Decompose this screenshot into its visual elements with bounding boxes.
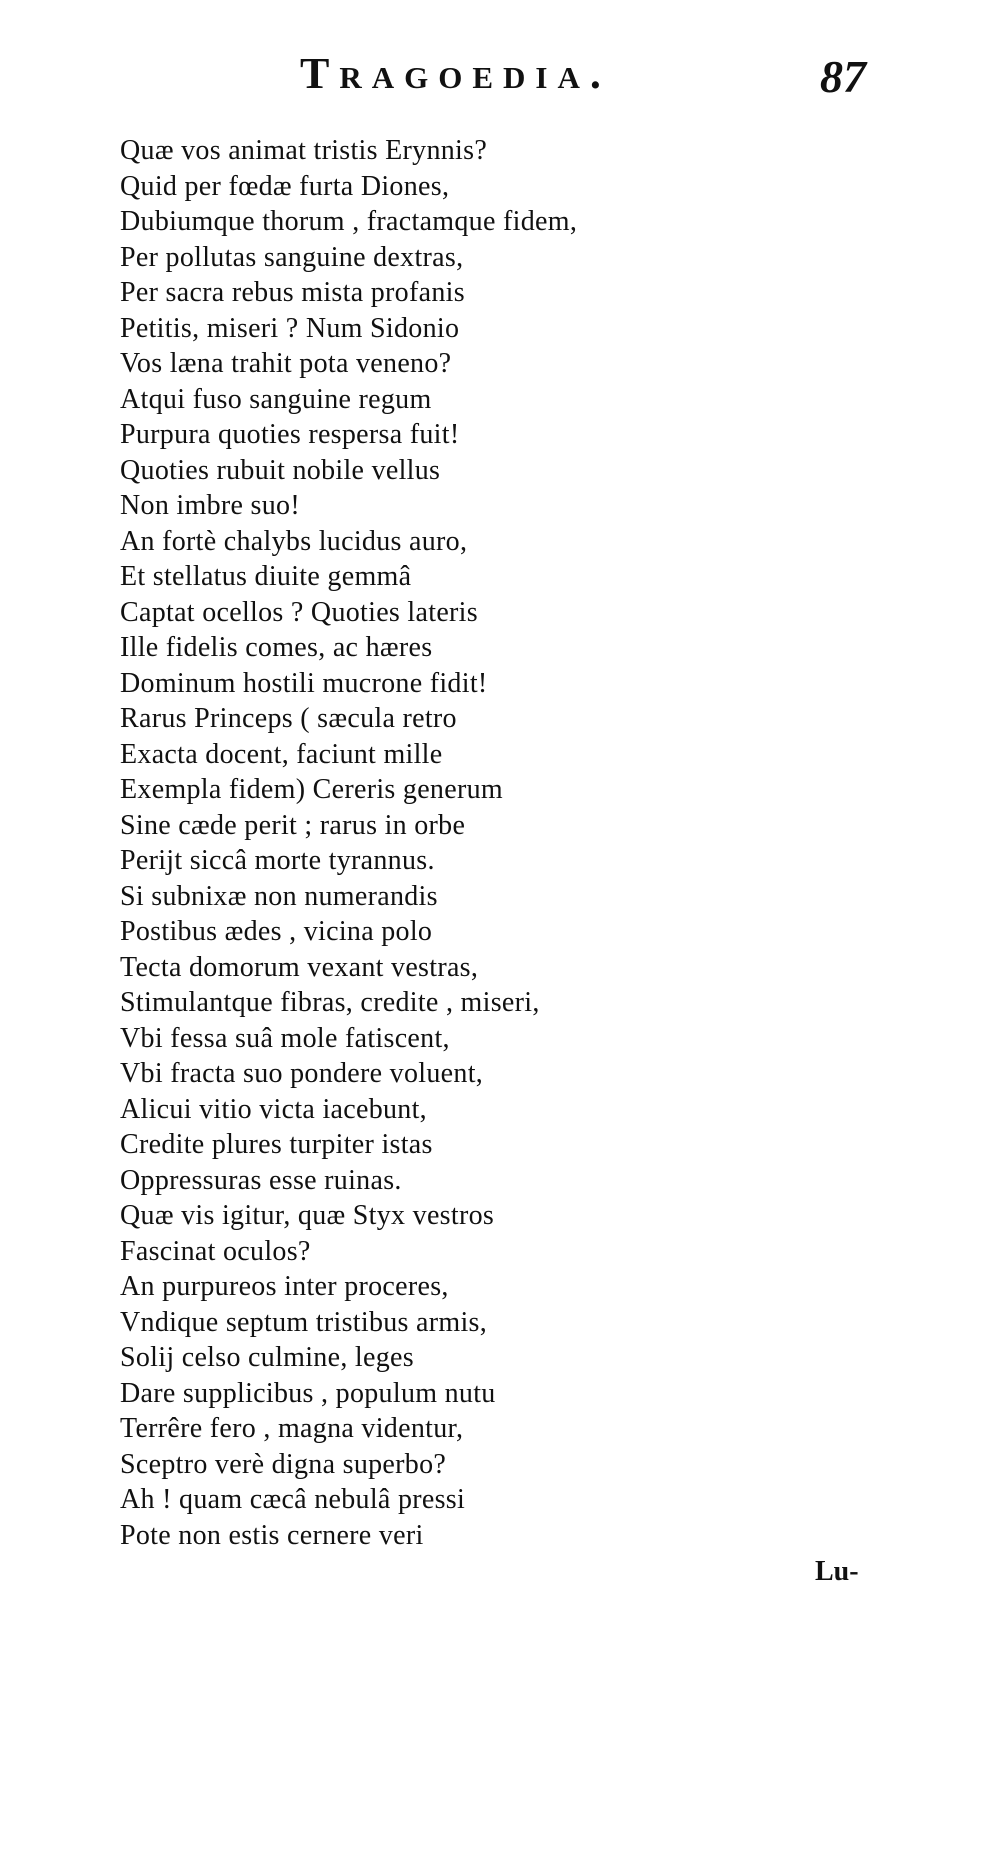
page-number: 87: [820, 51, 866, 102]
verse-line: Vbi fessa suâ mole fatiscent,: [120, 1022, 450, 1054]
verse-line: Et stellatus diuite gemmâ: [120, 561, 412, 592]
verse-line: Solij celso culmine, leges: [120, 1342, 414, 1373]
verse-line: Ah ! quam cæcâ nebulâ pressi: [120, 1484, 466, 1515]
verse-line: An purpureos inter proceres,: [120, 1271, 449, 1302]
verse-line: Dubiumque thorum , fractamque fidem,: [120, 206, 578, 237]
verse-line: Captat ocellos ? Quoties lateris: [120, 596, 478, 628]
verse-line: Oppressuras esse ruinas.: [120, 1164, 402, 1196]
verse-line: Pote non estis cernere veri: [120, 1519, 424, 1551]
verse-line: Dare supplicibus , populum nutu: [120, 1377, 496, 1409]
verse-line: Quoties rubuit nobile vellus: [120, 454, 441, 486]
verse-line: Credite plures turpiter istas: [120, 1129, 433, 1160]
verse-line: Rarus Princeps ( sæcula retro: [120, 703, 457, 734]
verse-line: Atqui fuso sanguine regum: [120, 383, 432, 415]
verse-line: An fortè chalybs lucidus auro,: [120, 525, 468, 557]
verse-line: Quæ vis igitur, quæ Styx vestros: [120, 1200, 495, 1231]
verse-line: Vbi fracta suo pondere voluent,: [120, 1058, 484, 1089]
verse-line: Quid per fœdæ furta Diones,: [120, 170, 450, 202]
verse-line: Alicui vitio victa iacebunt,: [120, 1093, 427, 1125]
running-head: Tragoedia.: [300, 49, 611, 98]
verse-line: Vos læna trahit pota veneno?: [120, 348, 452, 379]
verse-line: Petitis, miseri ? Num Sidonio: [120, 312, 460, 344]
verse-line: Dominum hostili mucrone fidit!: [120, 667, 488, 699]
verse-line: Ille fidelis comes, ac hæres: [120, 632, 433, 663]
verse-line: Per pollutas sanguine dextras,: [120, 241, 464, 273]
verse-line: Exempla fidem) Cereris generum: [120, 774, 503, 805]
verse-line: Non imbre suo!: [120, 490, 300, 521]
verse-line: Stimulantque fibras, credite , miseri,: [120, 987, 540, 1018]
verse-line: Perijt siccâ morte tyrannus.: [120, 845, 435, 876]
verse-line: Tecta domorum vexant vestras,: [120, 951, 479, 983]
verse-line: Per sacra rebus mista profanis: [120, 277, 465, 308]
verse-block: [120, 133, 720, 1553]
verse-line: Vndique septum tristibus armis,: [120, 1306, 488, 1338]
verse-line: Sceptro verè digna superbo?: [120, 1448, 447, 1480]
verse-line: Si subnixæ non numerandis: [120, 880, 438, 912]
verse-line: Terrêre fero , magna videntur,: [120, 1413, 464, 1444]
verse-line: Exacta docent, faciunt mille: [120, 738, 443, 770]
verse-line: Purpura quoties respersa fuit!: [120, 419, 460, 450]
verse-line: Postibus ædes , vicina polo: [120, 916, 433, 947]
verse-line: Fascinat oculos?: [120, 1235, 311, 1267]
verse-line: Sine cæde perit ; rarus in orbe: [120, 809, 466, 841]
verse-line: Quæ vos animat tristis Erynnis?: [120, 135, 488, 166]
catchword: Lu-: [815, 1556, 859, 1587]
